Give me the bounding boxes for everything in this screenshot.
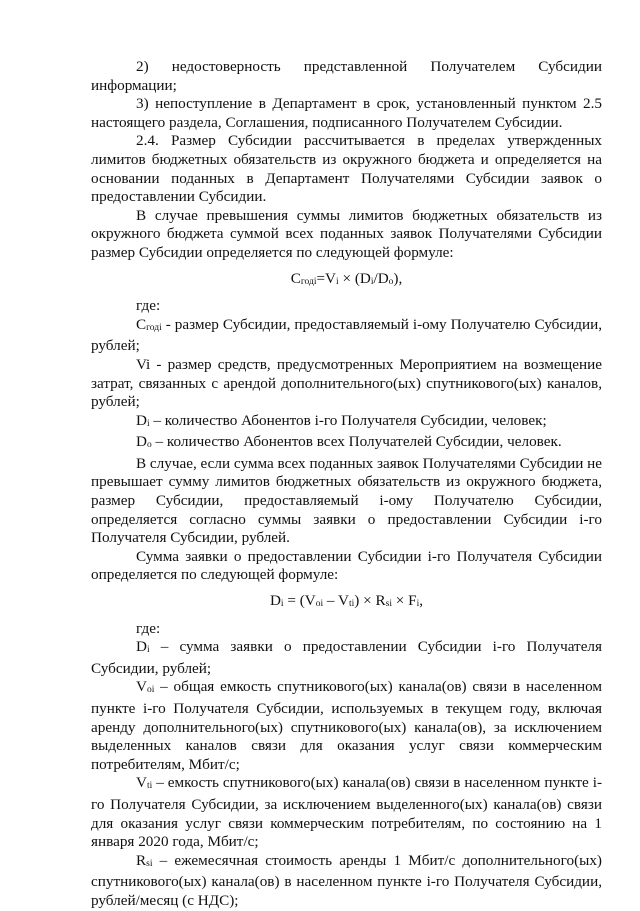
paragraph-2-4: 2.4. Размер Субсидии рассчитывается в пределах утвержденных лимитов бюджетных обязательств из окружного бюджета и определяется на основании поданных в Департамент Получателями Субсидии заявок о предоставлении Субсидии.: [91, 132, 602, 206]
where-label-2: где:: [136, 619, 161, 637]
formula2-d: ) × R: [354, 592, 386, 610]
symbol2-v: V: [136, 678, 147, 696]
formula2-c-sub: ti: [349, 599, 355, 610]
definition2-d: [91, 638, 602, 678]
definition-di: [91, 412, 602, 434]
symbol-d-sub-o: о: [146, 440, 152, 451]
definition-c-text: - размер Субсидии, предоставляемый i-ому Получателю Субсидии, рублей;: [91, 315, 602, 355]
formula2-b-sub: оi: [315, 599, 324, 610]
definition2-vo-text: – общая емкость спутникового(ых) канала(ов) связи в населенном пункте i-го Получателя Субсидии, используемых в текущем году, включая аренду дополнительного(ых) спутникового(ых) канала(ов), за исключением выделенных каналов связи для оказания услуг связи коммерческим потребителям, Мбит/с;: [91, 678, 602, 773]
paragraph-excess-case: В случае превышения суммы лимитов бюджетных обязательств из окружного бюджета суммой всех поданных заявок Получателями Субсидии размер Субсидии определяется по следующей формуле:: [91, 206, 602, 261]
paragraph-item-2: 2) недостоверность представленной Получателем Субсидии информации;: [91, 58, 602, 94]
definition-do-text: – количество Абонентов всех Получателей Субсидии, человек.: [151, 433, 562, 451]
definition-di-text: – количество Абонентов i-го Получателя Субсидии, человек;: [149, 411, 547, 429]
formula-subsidy-size: [91, 270, 602, 292]
formula2-b: = (V: [283, 592, 316, 610]
definition2-vo: [91, 678, 602, 774]
definition2-rs-text: – ежемесячная стоимость аренды 1 Мбит/с дополнительного(ых) спутникового(ых) канала(ов) в населенном пункте i-го Получателя Субсидии, рублей/месяц (с НДС);: [91, 851, 602, 909]
symbol-c-sub: годi: [146, 322, 162, 333]
formula2-e: × F: [392, 592, 417, 610]
definition2-vt: [91, 774, 602, 851]
formula2-a: D: [269, 592, 281, 610]
where-label-1: где:: [136, 297, 161, 315]
definition2-d-text: – сумма заявки о предоставлении Субсидии i-го Получателя Субсидии, рублей;: [91, 638, 602, 677]
definition-do: [91, 433, 602, 455]
formula2-e-sub: i: [416, 599, 420, 610]
symbol-d: D: [136, 411, 147, 429]
document-page: [91, 58, 602, 911]
formula1-lhs: С: [290, 269, 301, 287]
symbol2-v-sub-oi: оi: [146, 685, 155, 696]
definition-v: Vi - размер средств, предусмотренных Мероприятием на возмещение затрат, связанных с арендой дополнительного(ых) спутникового(ых) каналов, рублей;: [91, 355, 602, 411]
symbol2-v-sub-ti: ti: [146, 781, 153, 792]
symbol-d-o: D: [136, 433, 147, 451]
formula1-mid2-sub: i: [370, 276, 374, 287]
formula1-end: ),: [393, 269, 403, 287]
formula2-d-sub: si: [385, 599, 392, 610]
paragraph-item-3: 3) непоступление в Департамент в срок, установленный пунктом 2.5 настоящего раздела, Соглашения, подписанного Получателем Субсидии.: [91, 95, 602, 131]
symbol2-r-sub: si: [146, 858, 153, 869]
formula2-a-sub: i: [280, 599, 284, 610]
formula2-c: – V: [323, 592, 350, 610]
definition2-vt-text: – емкость спутникового(ых) канала(ов) связи в населенном пункте i-го Получателя Субсидии, за исключением выделенного(ых) канала(ов) связи для оказания услуг связи коммерческим потребителям, по состоянию на 1 января 2020 года, Мбит/с;: [91, 774, 602, 851]
paragraph-within-limits: В случае, если сумма всех поданных заявок Получателями Субсидии не превышает сумму лимитов бюджетных обязательств из окружного бюджета, размер Субсидии, предоставляемый i-ому Получателю Субсидии, определяется согласно суммы заявки о предоставлении Субсидии i-го Получателя Субсидии, рублей.: [91, 454, 602, 547]
symbol-c: С: [136, 315, 147, 333]
formula1-mid1: =V: [316, 269, 337, 287]
symbol2-d: D: [136, 638, 147, 656]
symbol2-d-sub: i: [146, 645, 150, 656]
definition-c: [91, 316, 602, 356]
formula2-end: ,: [419, 592, 424, 610]
definition2-rs: [91, 852, 602, 911]
formula-application-sum: [91, 592, 602, 614]
formula1-lhs-sub: годi: [300, 276, 317, 287]
formula1-mid2: × (D: [338, 269, 371, 287]
formula1-mid3: /D: [373, 269, 389, 287]
symbol2-vt: V: [136, 774, 147, 792]
symbol2-r: R: [136, 851, 147, 869]
formula1-mid3-sub: о: [388, 276, 394, 287]
formula1-mid1-sub: i: [336, 276, 339, 287]
symbol-d-sub-i: i: [146, 418, 150, 429]
paragraph-application-sum: Сумма заявки о предоставлении Субсидии i-го Получателя Субсидии определяется по следующей формуле:: [91, 547, 602, 584]
